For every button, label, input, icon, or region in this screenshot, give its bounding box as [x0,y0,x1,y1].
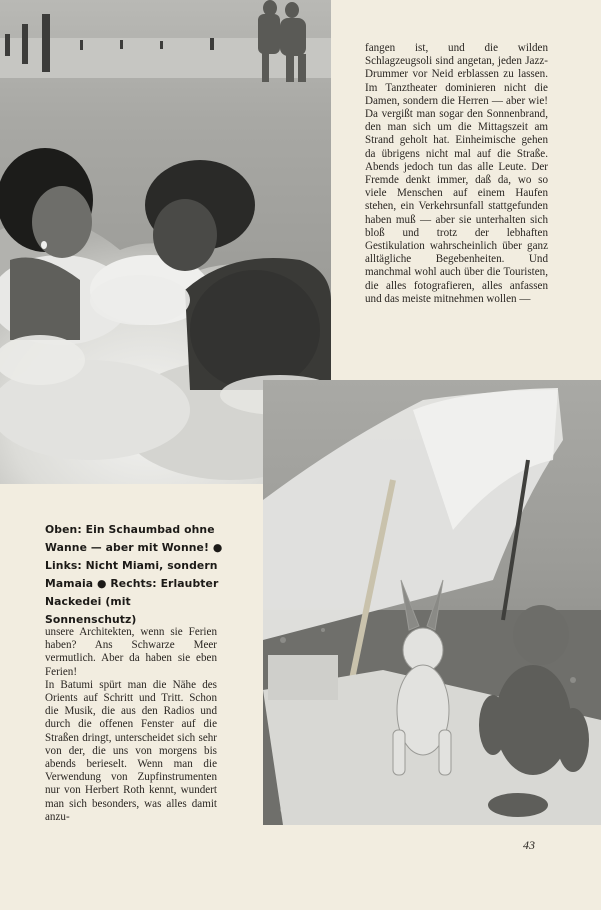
article-text-top-right: fangen ist, und die wilden Schlagzeugsoli sind angetan, jeden Jazz-Drummer vor Neid erblassen zu lassen. Im Tanztheater dominieren nicht die Damen, sondern die Herren — aber wie! Da vergißt man sogar den Sonnenbrand, den man sich um die Mittagszeit am Strand geholt hat. Einheimische gehen da übrigens nicht mal auf die Straße. Abends jedoch tun das alle Leute. Der Fremde denkt immer, daß da, wo so viele Menschen auf einem Haufen stehen, ein Verkehrsunfall stattgefunden haben muß — aber sie unterhalten sich bloß und trotz der lebhaften Gestikulation wahrscheinlich über ganz alltägliche Begebenheiten. Und manchmal wohl auch über die Touristen, die alles fotografieren, alles anfassen und das meiste mitnehmen wollen — [365,42,548,305]
photo-caption [45,521,224,629]
photo-baby-sunshade-image [263,380,601,825]
photo-baby-sunshade [263,380,601,825]
article-paragraph: unsere Architekten, wenn sie Ferien haben? Ans Schwarze Meer vermutlich. Aber da haben sie eben Ferien! [45,626,217,678]
article-column-top-right [365,42,548,306]
article-paragraph: In Batumi spürt man die Nähe des Orients auf Schritt und Tritt. Schon die Musik, die aus den Radios und durch die offenen Fenster auf die Straßen dringt, unterscheidet sich sehr von der, die uns von morgens bis abends berieselt. Wenn man die Verwendung von Zupfinstrumenten nur von Herbert Roth kennt, wundert man sich besonders, was alles damit anzu- [45,678,217,823]
photo-caption-text: Oben: Ein Schaumbad ohne Wanne — aber mit Wonne! ● Links: Nicht Miami, sondern Mamaia ● Rechts: Erlaubter Nackedei (mit Sonnenschutz) [45,523,223,626]
article-column-bottom-left [45,626,217,824]
page-number: 43 [523,838,535,852]
